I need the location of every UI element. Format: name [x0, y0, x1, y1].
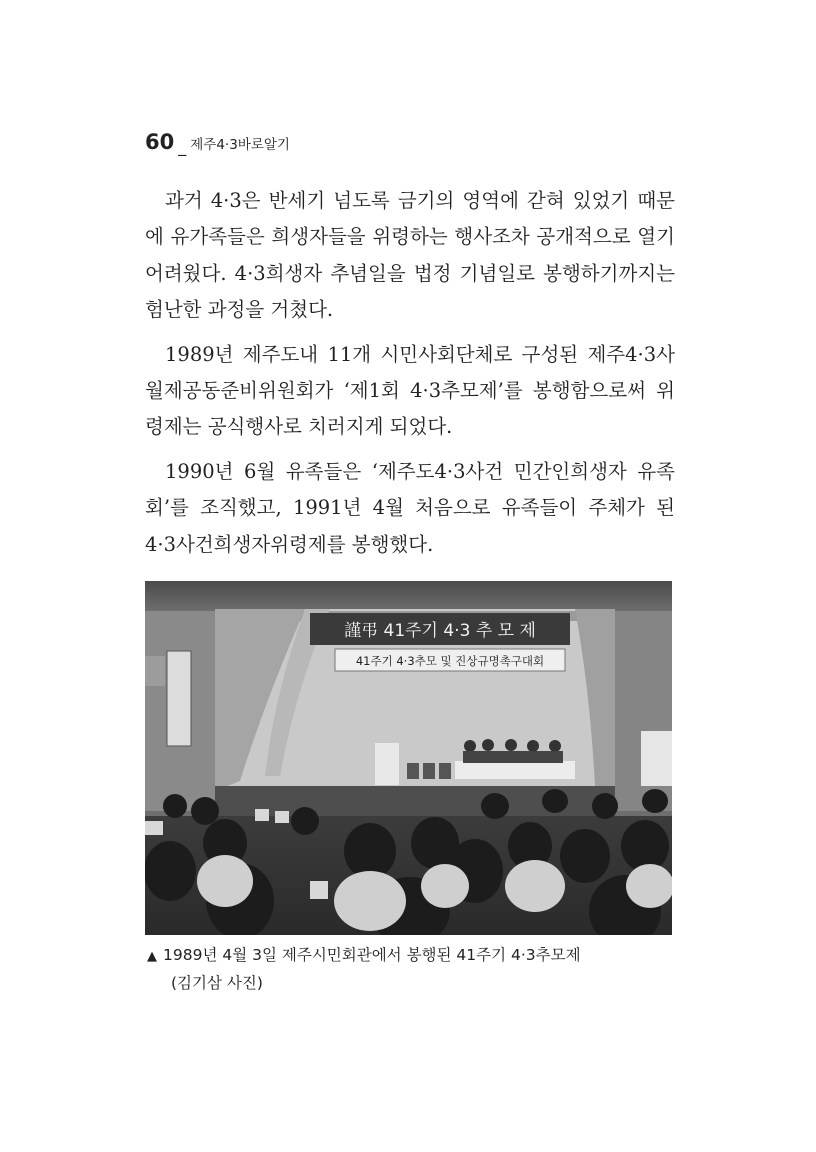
body-text: [145, 183, 675, 571]
paragraph-1: 과거 4·3은 반세기 넘도록 금기의 영역에 갇혀 있었기 때문에 유가족들은 희생자들을 위령하는 행사조차 공개적으로 열기 어려웠다. 4·3희생자 추념일을 법정 기념일로 봉행하기까지는 험난한 과정을 거쳤다.: [145, 189, 675, 322]
header-separator: _: [178, 137, 187, 156]
caption-text: 1989년 4월 3일 제주시민회관에서 봉행된 41주기 4·3추모제: [163, 946, 581, 964]
memorial-photo: [145, 581, 672, 935]
triangle-icon: ▲: [147, 949, 157, 964]
page-number: 60: [145, 130, 175, 154]
photo-credit: (김기삼 사진): [171, 974, 263, 992]
running-header: [145, 130, 290, 154]
banner-upper-text: 謹弔 41주기 4·3 추 모 제: [344, 621, 536, 641]
paragraph-3: 1990년 6월 유족들은 ‘제주도4·3사건 민간인희생자 유족회’를 조직했고, 1991년 4월 처음으로 유족들이 주체가 된 4·3사건희생자위령제를 봉행했다.: [145, 459, 675, 556]
book-title: 제주4·3바로알기: [190, 137, 290, 153]
paragraph-2: 1989년 제주도내 11개 시민사회단체로 구성된 제주4·3사월제공동준비위원회가 ‘제1회 4·3추모제’를 봉행함으로써 위령제는 공식행사로 치러지게 되었다.: [145, 342, 675, 439]
photo-caption: [147, 942, 677, 996]
banner-lower-text: 41주기 4·3추모 및 진상규명촉구대회: [355, 654, 545, 668]
